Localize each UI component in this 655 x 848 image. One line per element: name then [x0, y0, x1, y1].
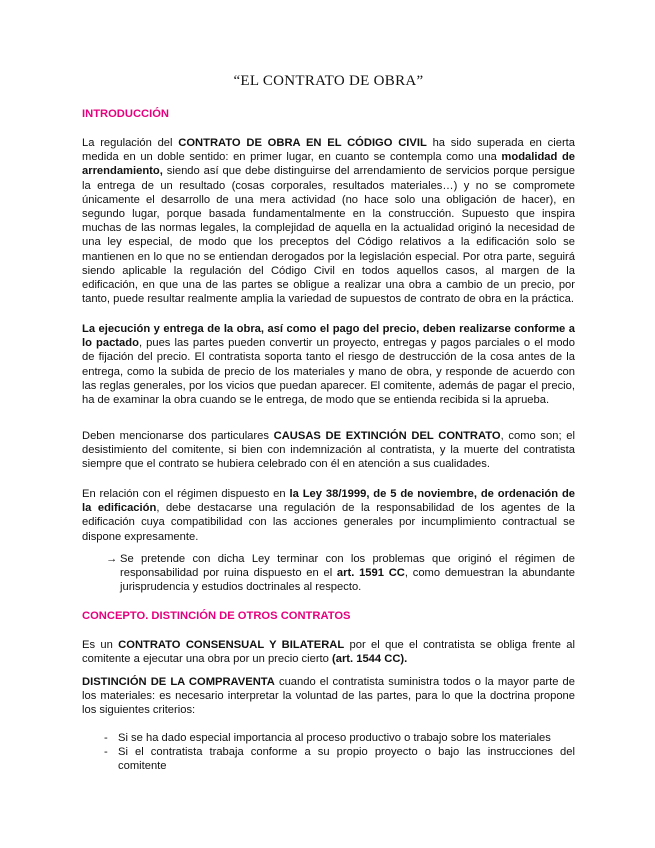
section-heading-concepto: CONCEPTO. DISTINCIÓN DE OTROS CONTRATOS: [82, 610, 351, 622]
text: Es un: [82, 639, 119, 651]
arrow-right-icon: →: [106, 553, 118, 565]
text: , como demuestran la abundante jurisprudencia y estudios doctrinales al respecto.: [120, 567, 575, 594]
bold-text: DISTINCIÓN DE LA COMPRAVENTA: [82, 676, 275, 688]
text: cuando el contratista suministra todos o la mayor parte de los materiales: es necesario interpretar la voluntad de las partes, para lo que la doctrina propone los siguientes criterios:: [82, 676, 575, 717]
paragraph-ley-edificacion: [82, 487, 575, 544]
text: , como son; el desistimiento del comitente, si bien con indemnización al contratista, y la muerte del contratista siempre que el contrato se hubiera celebrado con él en atención a sus cualidades.: [82, 430, 575, 471]
text: La regulación del: [82, 137, 179, 149]
text: ha sido superada en cierta medida en un doble sentido: en primer lugar, en cuanto se contempla como una: [82, 137, 575, 164]
text: Deben mencionarse dos particulares: [82, 430, 274, 442]
criteria-item-text: Si el contratista trabaja conforme a su propio proyecto o bajo las instrucciones del comitente: [118, 746, 575, 773]
bold-text: CONTRATO DE OBRA EN EL CÓDIGO CIVIL: [178, 137, 427, 149]
bold-text: art. 1591 CC: [336, 567, 405, 580]
criteria-item-text: Si se ha dado especial importancia al proceso productivo o trabajo sobre los materiales: [118, 732, 551, 744]
text: , debe destacarse una regulación de la responsabilidad de los agentes de la edificación cuya compatibilidad con las acciones generales por incumplimiento contractual se dispone expresamente.: [82, 502, 575, 543]
section-heading-introduccion: INTRODUCCIÓN: [82, 108, 170, 120]
bold-text: La ejecución y entrega de la obra, así como el pago del precio, deben realizarse conforme a lo pactado: [82, 323, 575, 350]
criteria-list-item: [104, 745, 575, 773]
bold-text: (art. 1544 CC).: [332, 653, 408, 666]
text: En relación con el régimen dispuesto en: [82, 488, 290, 500]
paragraph-consensual: [82, 638, 575, 666]
criteria-list-item: [104, 731, 575, 745]
arrow-list-item: [106, 552, 575, 595]
paragraph-compraventa: [82, 675, 575, 718]
dash-bullet: -: [104, 732, 108, 744]
bold-text: la Ley 38/1999, de 5 de noviembre, de ordenación de la edificación: [82, 488, 575, 515]
paragraph-ejecucion: [82, 322, 575, 407]
document-title: “EL CONTRATO DE OBRA”: [233, 73, 424, 89]
text: por el que el contratista se obliga frente al comitente a ejecutar una obra por un precio cierto: [82, 639, 575, 666]
arrow-item-text: [120, 552, 575, 595]
text: Se pretende con dicha Ley terminar con los problemas que originó el régimen de responsabilidad por ruina dispuesto en el: [120, 553, 575, 580]
bold-text: modalidad de arrendamiento,: [82, 151, 575, 178]
text: , pues las partes pueden convertir un proyecto, entregas y pagos parciales o el modo de fijación del precio. El contratista soporta tanto el riesgo de destrucción de la cosa antes de la entrega, como la subida de precio de los materiales y mano de obra, y responde de acuerdo con las reglas generales, por los vicios que puedan aparecer. El comitente, además de pagar el precio, ha de examinar la obra cuando se le entrega, de modo que se entienda recibida si la aprueba.: [82, 337, 575, 407]
text: siendo así que debe distinguirse del arrendamiento de servicios porque persigue la entrega de un resultado (cosas corporales, resultados materiales…) y no se compromete únicamente el desarrollo de una mera actividad (no hace solo una obligación de hacer), en segundo lugar, porque basada fundamentalmente en la construcción. Supuesto que inspira muchas de las normas legales, la complejidad de aquella en la actualidad originó la necesidad de una ley especial, de modo que los preceptos del Código relativos a la edificación solo se mantienen en lo que no se entiendan derogados por la legislación especial. Por otra parte, seguirá siendo aplicable la regulación del Código Civil en todos aquellos casos, al margen de la edificación, en que una de las partes se obligue a realizar una obra a cambio de un precio, por tanto, puede resultar realmente amplia la variedad de supuestos de contrato de obra en la práctica.: [82, 165, 575, 306]
bold-text: CONTRATO CONSENSUAL Y BILATERAL: [118, 639, 345, 651]
dash-bullet: -: [104, 746, 108, 758]
paragraph-regulacion: [82, 136, 575, 306]
paragraph-extincion: [82, 429, 575, 472]
bold-text: CAUSAS DE EXTINCIÓN DEL CONTRATO: [273, 430, 501, 442]
